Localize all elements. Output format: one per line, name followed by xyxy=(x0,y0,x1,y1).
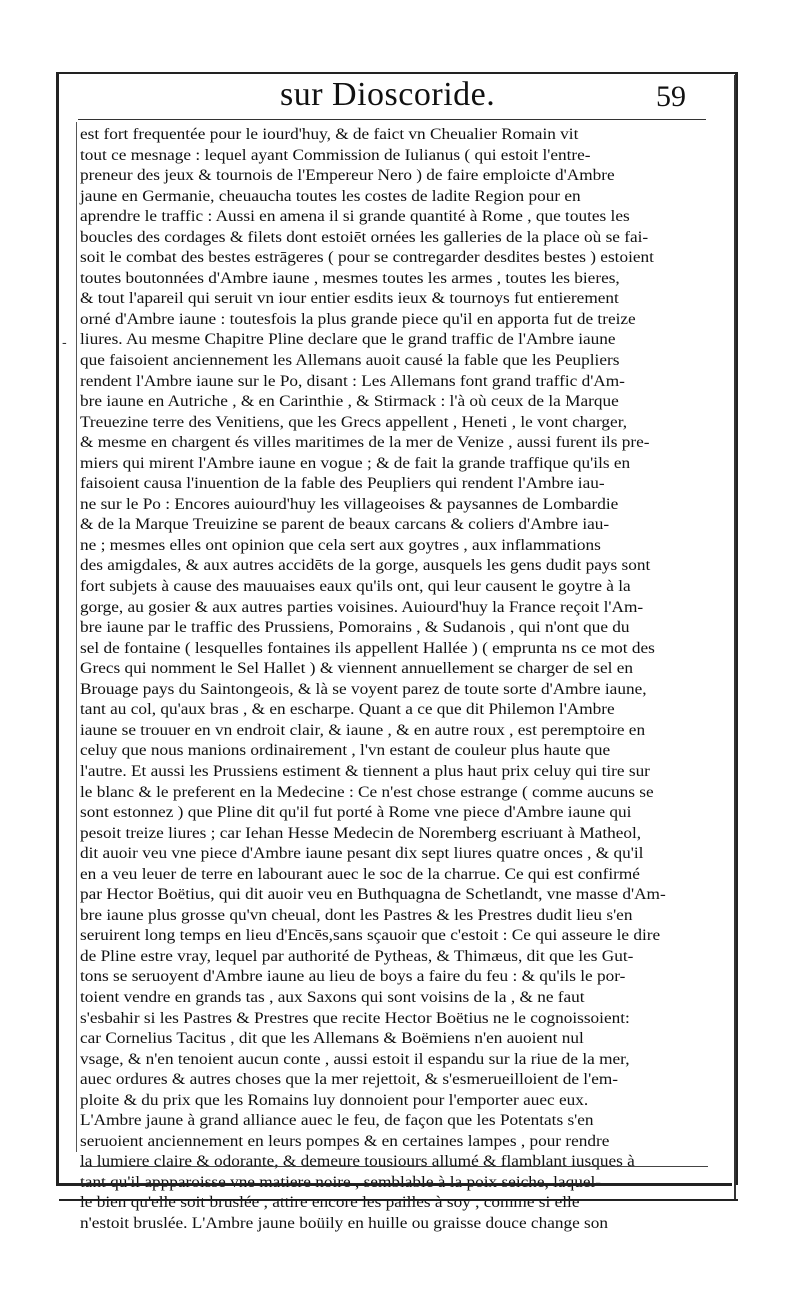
text-line: Brouage pays du Saintongeois, & là se voyent parez de toute sorte d'Ambre iaune, xyxy=(80,680,647,698)
text-line: bre iaune en Autriche , & en Carinthie , & Stirmack : l'à où ceux de la Marque xyxy=(80,393,619,411)
text-line: & tout l'apareil qui seruit vn iour entier esdits ieux & tournoys fut entierement xyxy=(80,290,619,308)
text-line: pesoit treize liures ; car Iehan Hesse Medecin de Noremberg escriuant à Matheol, xyxy=(80,824,642,842)
text-line: par Hector Boëtius, qui dit auoir veu en Buthquagna de Schetlandt, vne masse d'Am- xyxy=(80,886,666,904)
text-line: tout ce mesnage : lequel ayant Commission de Iulianus ( qui estoit l'entre- xyxy=(80,146,591,164)
text-line: bre iaune plus grosse qu'vn cheual, dont les Pastres & les Prestres dudit lieu s'en xyxy=(80,906,633,924)
text-line: n'estoit bruslée. L'Ambre jaune boüily en huille ou graisse douce change son xyxy=(80,1214,608,1232)
text-line: & de la Marque Treuizine se parent de beaux carcans & coliers d'Ambre iau- xyxy=(80,516,610,534)
text-line: jaune en Germanie, cheuaucha toutes les costes de ladite Region pour en xyxy=(80,187,581,205)
bottom-frame-rule xyxy=(56,1183,732,1186)
text-line: miers qui mirent l'Ambre iaune en vogue ; & de fait la grande traffique qu'ils en xyxy=(80,454,631,472)
text-line: toutes boutonnées d'Ambre iaune , mesmes toutes les armes , toutes les bieres, xyxy=(80,269,620,287)
text-line: Treuezine terre des Venitiens, que les Grecs appellent , Heneti , le vont charger, xyxy=(80,413,628,431)
text-line: le bien qu'elle soit bruslée , attire encore les pailles à soy , comme si elle xyxy=(80,1194,580,1212)
text-line: est fort frequentée pour le iourd'huy, & de faict vn Cheualier Romain vit xyxy=(80,126,579,143)
text-line: seruoient anciennement en leurs pompes & en certaines lampes , pour rendre xyxy=(80,1132,610,1150)
text-line: de Pline estre vray, lequel par authorité de Pytheas, & Thimæus, dit que les Gut- xyxy=(80,947,634,965)
text-line: vsage, & n'en tenoient aucun conte , aussi estoit il espandu sur la riue de la mer, xyxy=(80,1050,630,1068)
page-header xyxy=(80,76,686,118)
body-text xyxy=(80,125,710,1235)
text-line: ne ; mesmes elles ont opinion que cela sert aux goytres , aux inflammations xyxy=(80,536,601,554)
text-line: faisoient causa l'inuention de la fable des Peupliers qui rendent l'Ambre iau- xyxy=(80,475,605,493)
text-line: boucles des cordages & filets dont estoiēt ornées les galleries de la place où se fai- xyxy=(80,228,649,246)
text-line: sel de fontaine ( lesquelles fontaines ils appellent Hallée ) ( emprunta ns ce mot des xyxy=(80,639,655,657)
text-line: seruirent long temps en lieu d'Encēs,sans sçauoir que c'estoit : Ce qui asseure le dire xyxy=(80,927,661,945)
text-line: auec ordures & autres choses que la mer rejettoit, & s'esmerueilloient de l'em- xyxy=(80,1071,619,1089)
text-line: des amigdales, & aux autres accidēts de la gorge, ausquels les gens dudit pays sont xyxy=(80,557,651,575)
text-line: bre iaune par le traffic des Prussiens, Pomorains , & Sudanois , qui n'ont que du xyxy=(80,619,630,637)
text-line: Grecs qui nomment le Sel Hallet ) & viennent annuellement se charger de sel en xyxy=(80,660,634,678)
text-line: tant au col, qu'aux bras , & en escharpe. Quant a ce que dit Philemon l'Ambre xyxy=(80,701,615,719)
text-line: liures. Au mesme Chapitre Pline declare que le grand traffic de l'Ambre iaune xyxy=(80,331,616,349)
text-line: s'esbahir si les Pastres & Prestres que recite Hector Boëtius ne le cognoissoient: xyxy=(80,1009,630,1027)
text-line: & mesme en chargent és villes maritimes de la mer de Venize , aussi furent ils pre- xyxy=(80,434,650,452)
text-line: rendent l'Ambre iaune sur le Po, disant : Les Allemans font grand traffic d'Am- xyxy=(80,372,625,390)
text-line: car Cornelius Tacitus , dit que les Allemans & Boëmiens n'en auoient nul xyxy=(80,1030,584,1048)
text-line: tons se seruoyent d'Ambre iaune au lieu de boys a faire du feu : & qu'ils le por- xyxy=(80,968,626,986)
text-line: preneur des jeux & tournois de l'Empereur Nero ) de faire emploicte d'Ambre xyxy=(80,167,615,185)
text-line: toient vendre en grands tas , aux Saxons qui sont voisins de la , & ne faut xyxy=(80,988,585,1006)
bottom-frame-rule-outer xyxy=(59,1199,738,1201)
text-line: aprendre le traffic : Aussi en amena il si grande quantité à Rome , que toutes les xyxy=(80,208,630,226)
text-line: tant qu'il appparoisse vne matiere noire , semblable à la poix seiche, laquel- xyxy=(80,1173,602,1191)
text-line: celuy que nous manions ordinairement , l'vn estant de couleur plus haute que xyxy=(80,742,611,760)
text-line: dit auoir veu vne piece d'Ambre iaune pesant dix sept liures quatre onces , & qu'il xyxy=(80,845,644,863)
text-line: sont estonnez ) que Pline dit qu'il fut porté à Rome vne piece d'Ambre iaune qui xyxy=(80,804,632,822)
text-bottom-rule xyxy=(80,1166,708,1167)
page-number: 59 xyxy=(656,80,686,113)
text-left-rule xyxy=(76,122,77,1152)
margin-mark: - xyxy=(62,335,67,351)
text-line: l'autre. Et aussi les Prussiens estiment & tiennent a plus haut prix celuy qui tire sur xyxy=(80,762,650,780)
text-line: la lumiere claire & odorante, & demeure tousiours allumé & flamblant iusques à xyxy=(80,1153,635,1171)
header-rule xyxy=(78,119,706,120)
text-line: le blanc & le preferent en la Medecine : Ce n'est chose estrange ( comme aucuns se xyxy=(80,783,654,801)
text-line: en a veu leuer de terre en labourant auec le soc de la charrue. Ce qui est confirmé xyxy=(80,865,640,883)
text-line: ploite & du prix que les Romains luy donnoient pour l'emporter auec eux. xyxy=(80,1091,589,1109)
text-line: ne sur le Po : Encores auiourd'huy les villageoises & paysannes de Lombardie xyxy=(80,495,619,513)
text-line: gorge, au gosier & aux autres parties voisines. Auiourd'huy la France reçoit l'Am- xyxy=(80,598,644,616)
text-line: iaune se trouuer en vn endroit clair, & iaune , & en autre roux , est peremptoire en xyxy=(80,721,646,739)
running-title: sur Dioscoride. xyxy=(280,76,496,113)
text-line: fort subjets à cause des mauuaises eaux qu'ils ont, qui leur causent le goytre à la xyxy=(80,578,631,596)
text-line: L'Ambre jaune à grand alliance auec le feu, de façon que les Potentats s'en xyxy=(80,1112,594,1130)
text-line: soit le combat des bestes estrāgeres ( pour se contregarder desdites bestes ) estoient xyxy=(80,249,654,267)
text-line: orné d'Ambre iaune : toutesfois la plus grande piece qu'il en apporta fut de treize xyxy=(80,310,636,328)
text-line: que faisoient anciennement les Allemans auoit causé la fable que les Peupliers xyxy=(80,352,620,370)
